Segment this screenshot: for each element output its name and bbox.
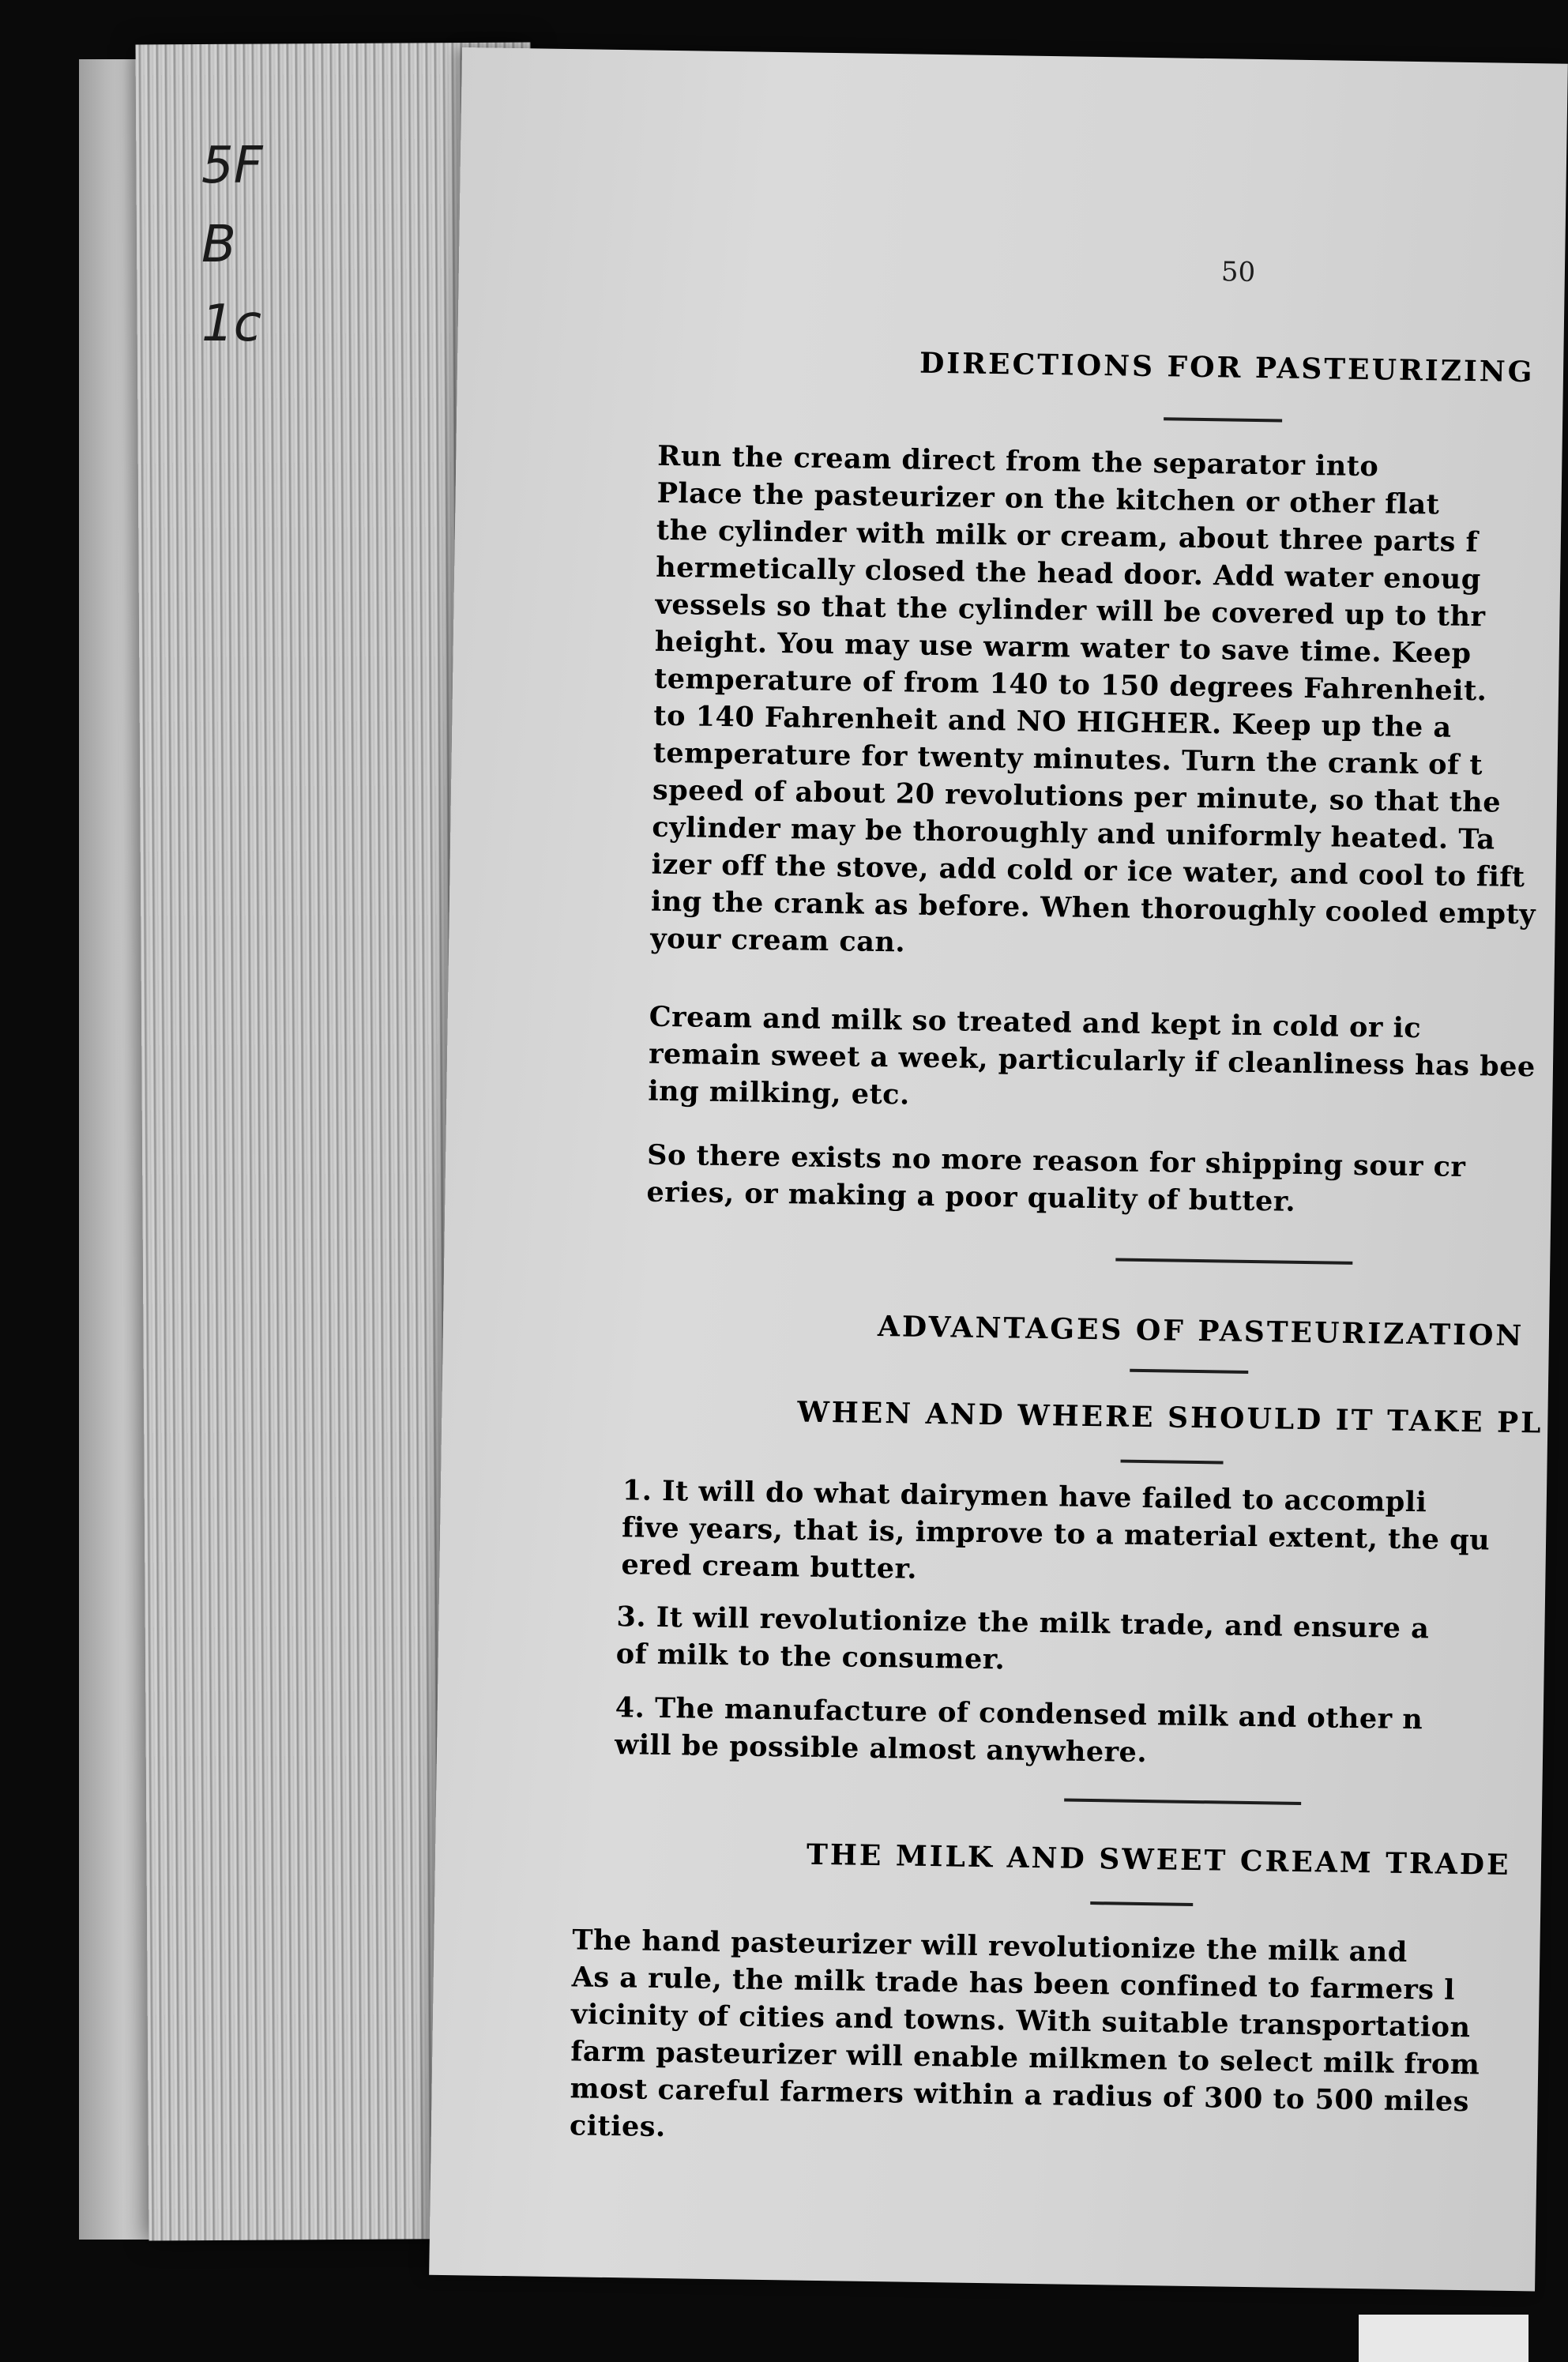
paragraph-directions-1: Run the cream direct from the separator into Place the pasteurizer on the kitchen or other flat the cylinder with milk or cream, about three parts f hermetically closed the head door. Add water enoug vessels so that the cylinder will be covered up to thr height. You may use warm water to save time. Keep temperature of from 140 to 150 degrees Fahrenheit. to 140 Fahrenheit and NO HIGHER. Keep up the a temperature for twenty minutes. Turn the crank of t speed of about 20 revolutions per minute, so that the cylinder may be thoroughly and uniformly heated. Ta izer off the stove, add cold or ice water, and cool to fift ing the crank as before. When thoroughly cooled empty your cream can. — [649, 439, 1536, 959]
divider-rule — [1121, 1460, 1224, 1465]
advantage-item-4: 4. The manufacture of condensed milk and other n will be possible almost anywhere. — [614, 1691, 1423, 1770]
page-tab — [1359, 2315, 1529, 2362]
handwritten-line: 1c — [201, 295, 261, 353]
section-heading-directions: DIRECTIONS FOR PASTEURIZING — [919, 346, 1535, 389]
paragraph-directions-2: Cream and milk so treated and kept in cold or ic remain sweet a week, particularly if cleanliness has bee ing milking, etc. — [648, 1000, 1536, 1111]
handwritten-line: 5F — [201, 137, 263, 195]
divider-rule — [1115, 1258, 1352, 1264]
advantage-item-3: 3. It will revolutionize the milk trade, and ensure a of milk to the consumer. — [615, 1600, 1430, 1676]
section-subheading-when-where: WHEN AND WHERE SHOULD IT TAKE PL — [797, 1395, 1544, 1440]
section-heading-milk-trade: THE MILK AND SWEET CREAM TRADE — [806, 1837, 1511, 1882]
advantage-item-1: 1. It will do what dairymen have failed to accompli five years, that is, improve to a material extent, the qu ered cream butter. — [621, 1474, 1491, 1585]
section-heading-advantages: ADVANTAGES OF PASTEURIZATION — [877, 1309, 1525, 1353]
handwritten-note — [201, 126, 296, 363]
paragraph-milk-trade: The hand pasteurizer will revolutionize the milk and As a rule, the milk trade has been confined to farmers l vicinity of cities and towns. With suitable transportation farm pasteurizer will enable milkmen to select milk from most careful farmers within a radius of 300 to 500 miles cities. — [569, 1924, 1480, 2144]
handwritten-line: B — [201, 216, 236, 274]
paragraph-directions-3: So there exists no more reason for shipping sour cr eries, or making a poor quality of butter. — [646, 1138, 1466, 1218]
page-number: 50 — [1220, 256, 1256, 288]
divider-rule — [1064, 1799, 1301, 1805]
divider-rule — [1090, 1901, 1193, 1906]
document-page — [429, 47, 1568, 2291]
divider-rule — [1130, 1369, 1248, 1374]
divider-rule — [1164, 417, 1282, 422]
